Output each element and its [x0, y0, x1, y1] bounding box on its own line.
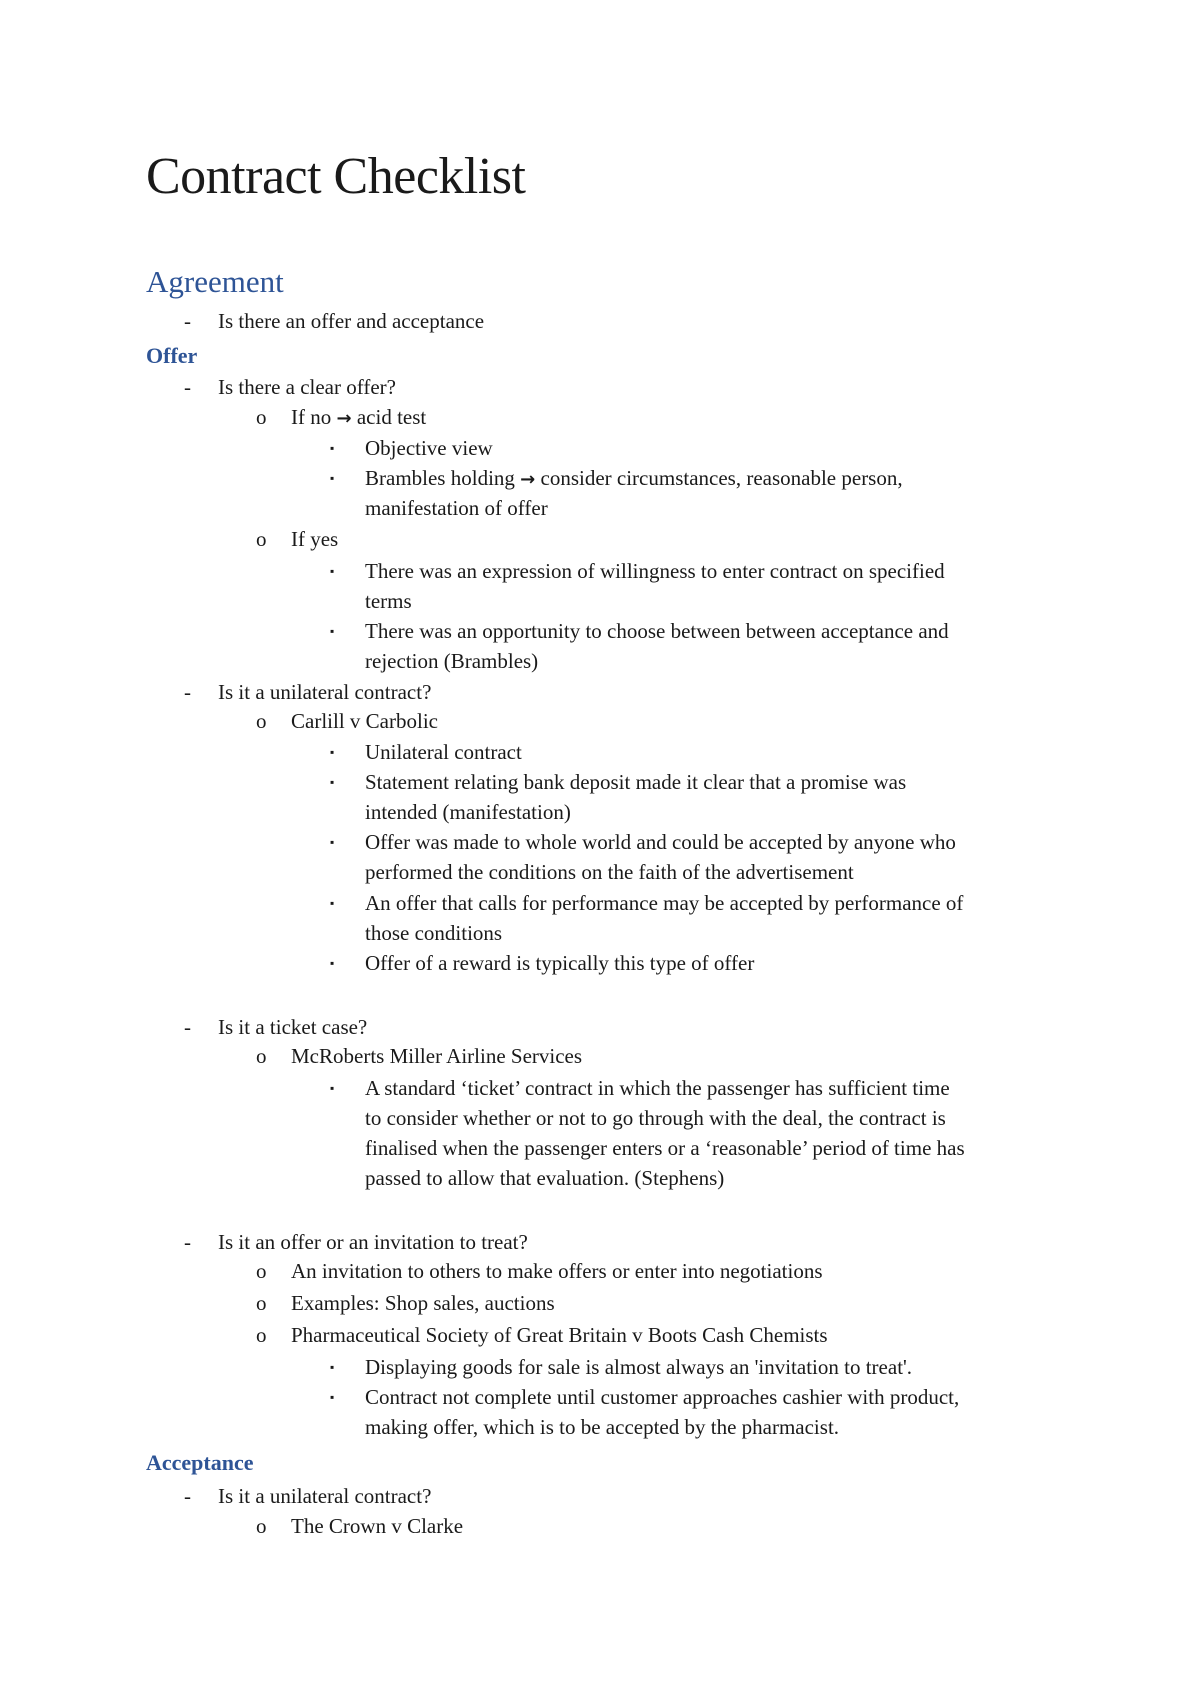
circle-bullet: o — [256, 709, 267, 733]
square-bullet: ▪ — [330, 441, 335, 455]
list-item: A standard ‘ticket’ contract in which the passenger has sufficient time — [365, 1076, 950, 1100]
square-bullet: ▪ — [330, 1081, 335, 1095]
square-bullet: ▪ — [330, 896, 335, 910]
square-bullet: ▪ — [330, 775, 335, 789]
list-item: The Crown v Clarke — [291, 1514, 464, 1538]
page-title: Contract Checklist — [146, 148, 526, 205]
arrow-icon: → — [336, 408, 352, 429]
list-item-continuation: performed the conditions on the faith of the advertisement — [365, 860, 854, 884]
list-item: McRoberts Miller Airline Services — [291, 1044, 583, 1068]
list-item-continuation: rejection (Brambles) — [365, 649, 539, 673]
list-item-text: acid test — [356, 405, 427, 429]
dash-bullet: - — [184, 309, 191, 333]
list-item: Offer was made to whole world and could be accepted by anyone who — [365, 830, 956, 854]
list-item-continuation: to consider whether or not to go through with the deal, the contract is — [365, 1106, 946, 1130]
list-item-continuation: terms — [365, 589, 412, 613]
list-item: Examples: Shop sales, auctions — [291, 1291, 555, 1315]
list-item: There was an expression of willingness to enter contract on specified — [365, 559, 945, 583]
square-bullet: ▪ — [330, 835, 335, 849]
circle-bullet: o — [256, 1514, 267, 1538]
list-item-text: If no — [291, 405, 332, 429]
dash-bullet: - — [184, 1015, 191, 1039]
list-item: Statement relating bank deposit made it clear that a promise was — [365, 770, 907, 794]
circle-bullet: o — [256, 527, 267, 551]
list-item: Pharmaceutical Society of Great Britain v Boots Cash Chemists — [291, 1323, 828, 1347]
list-item: An offer that calls for performance may be accepted by performance of — [365, 891, 964, 915]
list-item-continuation: passed to allow that evaluation. (Stephens) — [365, 1166, 725, 1190]
list-item-continuation: making offer, which is to be accepted by the pharmacist. — [365, 1415, 840, 1439]
list-item-continuation: those conditions — [365, 921, 503, 945]
dash-bullet: - — [184, 1484, 191, 1508]
square-bullet: ▪ — [330, 624, 335, 638]
square-bullet: ▪ — [330, 745, 335, 759]
dash-bullet: - — [184, 680, 191, 704]
heading-acceptance: Acceptance — [146, 1450, 254, 1475]
list-item: Carlill v Carbolic — [291, 709, 438, 733]
list-item — [365, 463, 903, 495]
list-item: Is it a unilateral contract? — [218, 1484, 432, 1508]
list-item: Offer of a reward is typically this type of offer — [365, 951, 755, 975]
list-item: Is it a unilateral contract? — [218, 680, 432, 704]
list-item: Is it an offer or an invitation to treat? — [218, 1230, 528, 1254]
list-item-continuation: manifestation of offer — [365, 496, 548, 520]
square-bullet: ▪ — [330, 471, 335, 485]
list-item — [291, 402, 426, 434]
square-bullet: ▪ — [330, 564, 335, 578]
arrow-icon: → — [520, 469, 536, 490]
circle-bullet: o — [256, 1291, 267, 1315]
square-bullet: ▪ — [330, 1390, 335, 1404]
list-item: If yes — [291, 527, 339, 551]
list-item: An invitation to others to make offers or enter into negotiations — [291, 1259, 823, 1283]
square-bullet: ▪ — [330, 1360, 335, 1374]
square-bullet: ▪ — [330, 956, 335, 970]
dash-bullet: - — [184, 1230, 191, 1254]
circle-bullet: o — [256, 405, 267, 429]
circle-bullet: o — [256, 1323, 267, 1347]
list-item: Is it a ticket case? — [218, 1015, 368, 1039]
list-item: Displaying goods for sale is almost always an 'invitation to treat'. — [365, 1355, 913, 1379]
list-item: Objective view — [365, 436, 493, 460]
heading-offer: Offer — [146, 343, 198, 368]
dash-bullet: - — [184, 375, 191, 399]
circle-bullet: o — [256, 1259, 267, 1283]
list-item-continuation: intended (manifestation) — [365, 800, 571, 824]
list-item: There was an opportunity to choose between between acceptance and — [365, 619, 949, 643]
list-item: Is there a clear offer? — [218, 375, 396, 399]
list-item: Is there an offer and acceptance — [218, 309, 485, 333]
heading-agreement: Agreement — [146, 264, 284, 299]
list-item-text: consider circumstances, reasonable person, — [540, 466, 903, 490]
circle-bullet: o — [256, 1044, 267, 1068]
list-item-text: Brambles holding — [365, 466, 515, 490]
list-item: Unilateral contract — [365, 740, 522, 764]
list-item-continuation: finalised when the passenger enters or a ‘reasonable’ period of time has — [365, 1136, 965, 1160]
list-item: Contract not complete until customer approaches cashier with product, — [365, 1385, 960, 1409]
